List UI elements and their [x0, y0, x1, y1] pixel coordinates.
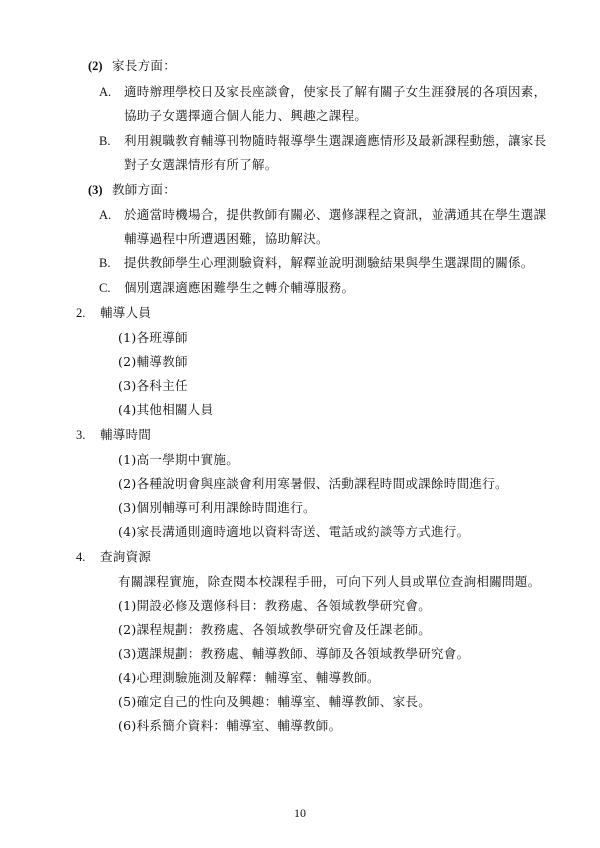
teacher-item-c-marker: C.	[99, 281, 111, 295]
section-3-number: 3.	[76, 428, 86, 442]
teacher-section-number: (3)	[88, 183, 103, 197]
section-3-item-2: (2)各種說明會與座談會利用寒暑假、活動課程時間或課餘時間進行。	[118, 476, 508, 491]
teacher-item-b-line-1: 提供教師學生心理測驗資料，解釋並說明測驗結果與學生選課間的關係。	[124, 255, 534, 270]
section-2-title: 輔導人員	[100, 305, 152, 320]
teacher-item-c-line-1: 個別選課適應困難學生之轉介輔導服務。	[124, 280, 355, 295]
parent-section-title: 家長方面：	[112, 58, 177, 73]
section-4-item-2: (2)課程規劃：教務處、各領域教學研究會及任課老師。	[118, 622, 432, 637]
section-2-item-4: (4)其他相關人員	[118, 402, 214, 417]
parent-item-b-line-2: 對子女選課情形有所了解。	[124, 157, 278, 172]
teacher-item-a-line-1: 於適當時機場合，提供教師有關必、選修課程之資訊，並溝通其在學生選課	[124, 207, 547, 222]
section-4-number: 4.	[76, 550, 86, 564]
teacher-section-title: 教師方面：	[112, 182, 177, 197]
teacher-item-a-line-2: 輔導過程中所遭遇困難，協助解決。	[124, 231, 329, 246]
section-3-item-3: (3)個別輔導可利用課餘時間進行。	[118, 500, 316, 515]
teacher-item-a-marker: A.	[99, 208, 112, 222]
section-4-item-5: (5)確定自己的性向及興趣：輔導室、輔導教師、家長。	[118, 694, 432, 709]
parent-item-a-marker: A.	[99, 85, 112, 99]
teacher-item-b-marker: B.	[99, 256, 111, 270]
section-3-item-1: (1)高一學期中實施。	[118, 452, 240, 467]
section-4-item-4: (4)心理測驗施測及解釋：輔導室、輔導教師。	[118, 670, 380, 685]
section-4-title: 查詢資源	[100, 549, 152, 564]
section-2-item-3: (3)各科主任	[118, 378, 188, 393]
section-2-item-2: (2)輔導教師	[118, 354, 188, 369]
section-3-item-4: (4)家長溝通則適時適地以資料寄送、電話或約談等方式進行。	[118, 524, 470, 539]
parent-item-a-line-1: 適時辦理學校日及家長座談會，使家長了解有關子女生涯發展的各項因素，	[124, 84, 547, 99]
parent-item-b-line-1: 利用親職教育輔導刊物隨時報導學生選課適應情形及最新課程動態，讓家長	[124, 133, 547, 148]
section-4-item-6: (6)科系簡介資料：輔導室、輔導教師。	[118, 718, 342, 733]
parent-section-number: (2)	[88, 59, 103, 73]
parent-item-a-line-2: 協助子女選擇適合個人能力、興趣之課程。	[124, 108, 368, 123]
section-3-title: 輔導時間	[100, 427, 152, 442]
section-4-intro: 有關課程實施，除查閱本校課程手冊，可向下列人員或單位查詢相關問題。	[118, 574, 541, 589]
section-4-item-1: (1)開設必修及選修科目：教務處、各領域教學研究會。	[118, 598, 432, 613]
section-2-number: 2.	[76, 306, 86, 320]
parent-item-b-marker: B.	[99, 134, 111, 148]
section-4-item-3: (3)選課規劃：教務處、輔導教師、導師及各領域教學研究會。	[118, 646, 470, 661]
section-2-item-1: (1)各班導師	[118, 330, 188, 345]
page-number: 10	[294, 806, 306, 820]
